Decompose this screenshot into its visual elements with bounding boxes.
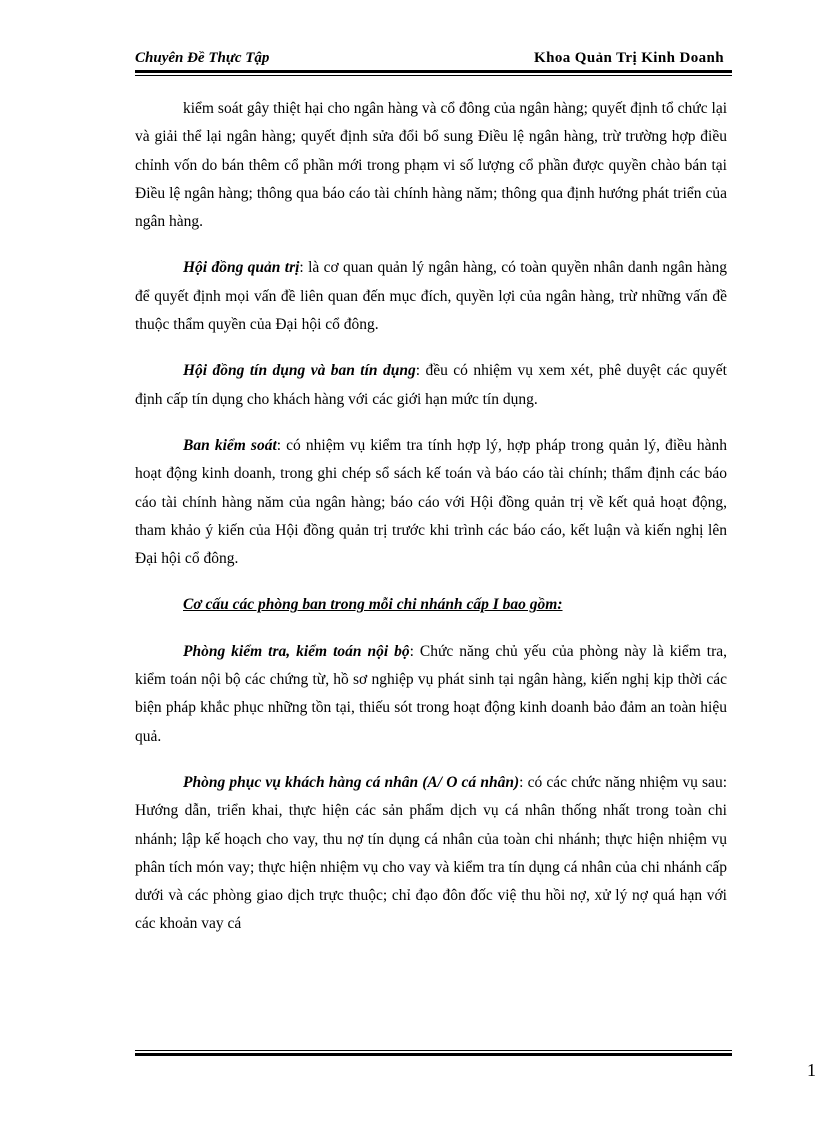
paragraph-text: : có các chức năng nhiệm vụ sau: Hướng dẫn, triển khai, thực hiện các sản phẩm dịch vụ cá nhân thống nhất trong toàn chi nhánh; lập kế hoạch cho vay, thu nợ tín dụng cá nhân của toàn chi nhánh; thực hiện nhiệm vụ phân tích món vay; thực hiện nhiệm vụ cho vay và kiểm tra tín dụng cá nhân của chi nhánh cấp dưới và các phòng giao dịch trực thuộc; chỉ đạo đôn đốc việ thu hồi nợ, xử lý nợ quá hạn với các khoản vay cá — [135, 773, 727, 933]
paragraph-text: kiểm soát gây thiệt hại cho ngân hàng và cổ đông của ngân hàng; quyết định tổ chức lại và giải thể lại ngân hàng; quyết định sửa đổi bổ sung Điều lệ ngân hàng, trừ trường hợp điều chỉnh vốn do bán thêm cổ phần mới trong phạm vi số lượng cổ phần được quyền chào bán tại Điều lệ ngân hàng; thông qua báo cáo tài chính hàng năm; thông qua định hướng phát triển của ngân hàng. — [135, 100, 727, 231]
section-heading-text: Cơ cấu các phòng ban trong mỗi chi nhánh cấp I bao gồm: — [183, 596, 563, 614]
paragraph-board — [135, 254, 727, 339]
header-left-title: Chuyên Đề Thực Tập — [135, 50, 270, 66]
paragraph-text: : Chức năng chủ yếu của phòng này là kiểm tra, kiểm toán nội bộ các chứng từ, hồ sơ nghiệp vụ phát sinh tại ngân hàng, kiến nghị kịp thời các biện pháp khắc phục những tồn tại, thiếu sót trong hoạt động kinh doanh bảo đảm an toàn hiệu quả. — [135, 642, 727, 745]
paragraph-text: : có nhiệm vụ kiểm tra tính hợp lý, hợp pháp trong quản lý, điều hành hoạt động kinh doanh, trong ghi chép sổ sách kế toán và báo cáo tài chính; thẩm định các báo cáo tài chính hàng năm của ngân hàng; báo cáo với Hội đồng quản trị về kết quả hoạt động, tham khảo ý kiến của Hội đồng quản trị trước khi trình các báo cáo, kết luận và kiến nghị lên Đại hội cổ đông. — [135, 436, 727, 568]
paragraph-text: : là cơ quan quản lý ngân hàng, có toàn quyền nhân danh ngân hàng để quyết định mọi vấn đề liên quan đến mục đích, quyền lợi của ngân hàng, trừ những vấn đề thuộc thẩm quyền của Đại hội cổ đông. — [135, 259, 728, 334]
header-rule — [135, 70, 732, 73]
paragraph-lead: Ban kiểm soát — [183, 436, 277, 454]
paragraph-lead: Hội đồng quản trị — [183, 259, 300, 277]
footer-rule-thin — [135, 1050, 732, 1051]
paragraph-personal-customers — [135, 769, 727, 939]
header-right-title: Khoa Quản Trị Kinh Doanh — [534, 50, 724, 66]
paragraph-supervisory-board — [135, 432, 727, 573]
paragraph-lead: Phòng kiểm tra, kiểm toán nội bộ — [183, 642, 410, 660]
document-body — [135, 95, 727, 957]
section-heading — [135, 591, 727, 619]
paragraph-text: : đều có nhiệm vụ xem xét, phê duyệt các quyết định cấp tín dụng cho khách hàng với các giới hạn mức tín dụng. — [135, 362, 727, 408]
header-rule-thin — [135, 75, 732, 76]
paragraph-internal-audit — [135, 638, 727, 751]
paragraph-lead: Phòng phục vụ khách hàng cá nhân (A/ O cá nhân) — [183, 773, 520, 791]
footer-rule — [135, 1053, 732, 1056]
paragraph-shareholders — [135, 95, 727, 236]
paragraph-lead: Hội đồng tín dụng và ban tín dụng — [183, 362, 416, 380]
page-header — [135, 50, 732, 70]
paragraph-credit-council — [135, 357, 727, 414]
page-number: 1 — [807, 1060, 816, 1080]
